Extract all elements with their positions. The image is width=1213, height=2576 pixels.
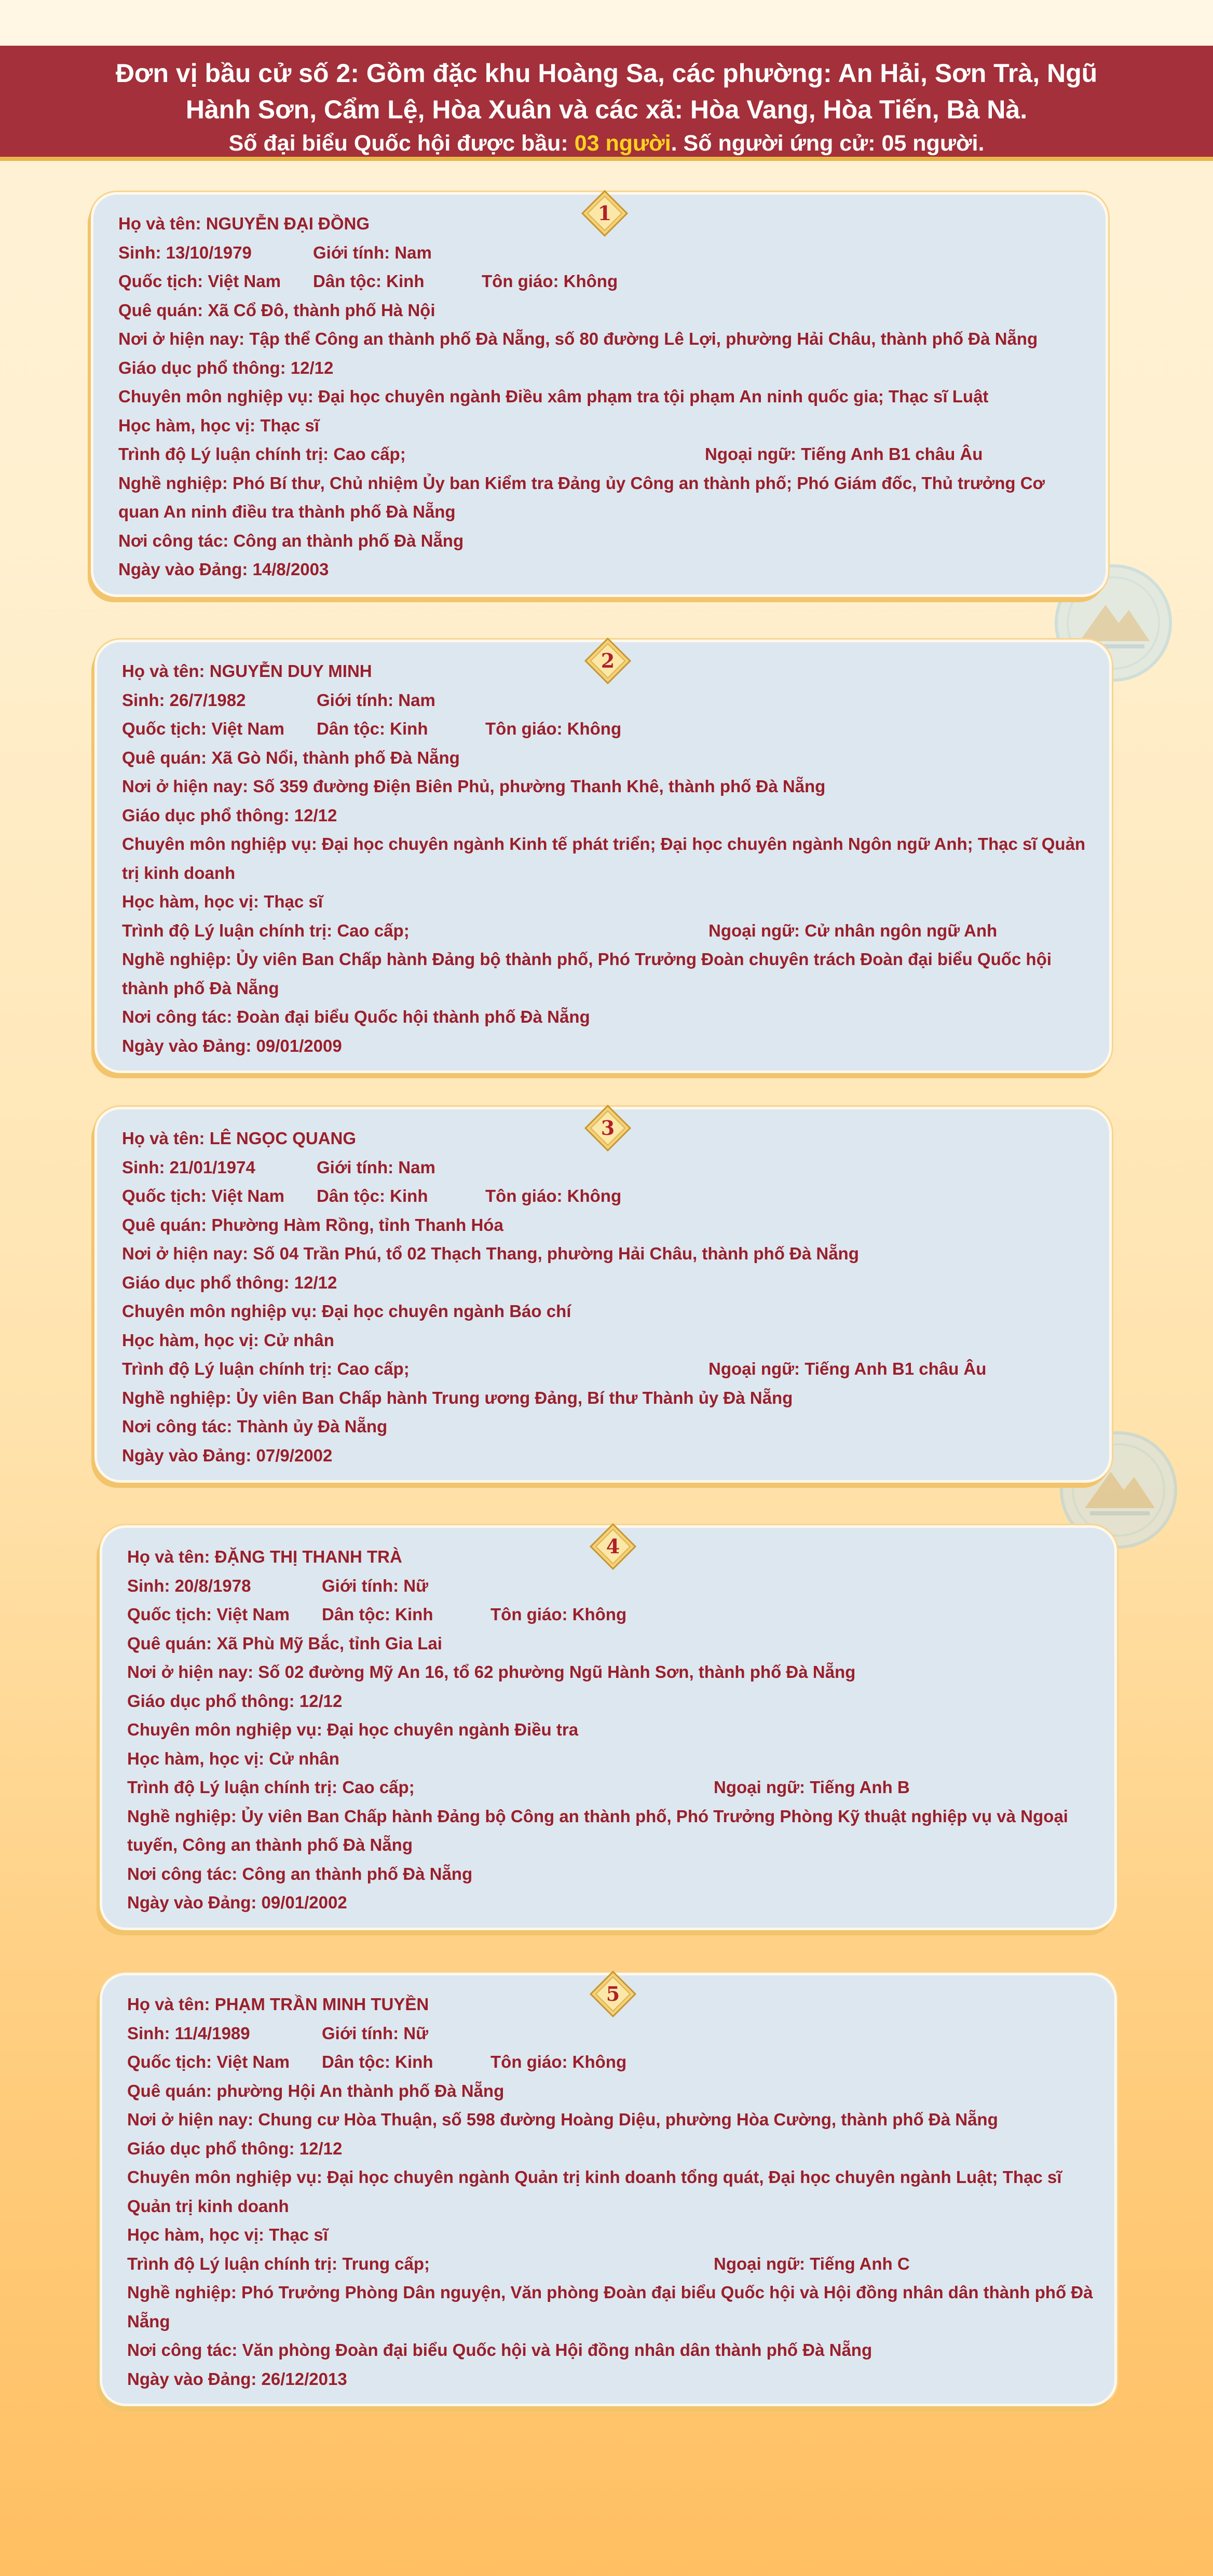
religion: Tôn giáo: Không [485,719,622,738]
specialty: Chuyên môn nghiệp vụ: Đại học chuyên ngành Quản trị kinh doanh tổng quát, Đại học chuyên ngành Luật; Thạc sĩ Quản trị kinh doanh [127,2167,1062,2216]
seats-count: 03 người [574,131,671,156]
occupation: Nghề nghiệp: Phó Trưởng Phòng Dân nguyện, Văn phòng Đoàn đại biểu Quốc hội và Hội đồng nhân dân thành phố Đà Nẵng [127,2283,1093,2331]
candidate-card [91,192,1108,597]
political-theory: Trình độ Lý luận chính trị: Cao cấp; [122,920,410,940]
workplace: Nơi công tác: Công an thành phố Đà Nẵng [127,1864,473,1883]
hometown: Quê quán: Xã Gò Nổi, thành phố Đà Nẵng [122,748,460,767]
subtitle-suffix: . Số người ứng cử: 05 người. [671,131,985,156]
number-badge-icon [590,1523,636,1570]
top-strip [0,0,1213,46]
badge-number: 5 [606,1982,620,2005]
party-join-date: Ngày vào Đảng: 09/01/2002 [127,1893,347,1912]
hometown: Quê quán: phường Hội An thành phố Đà Nẵng [127,2081,505,2100]
subtitle-prefix: Số đại biểu Quốc hội được bầu: [228,131,575,156]
page-title: Đơn vị bầu cử số 2: Gồm đặc khu Hoàng Sa, các phường: An Hải, Sơn Trà, Ngũ Hành Sơn, Cẩm Lệ, Hòa Xuân và các xã: Hòa Vang, Hòa Tiến, Bà Nà. [115,59,1098,124]
education: Giáo dục phổ thông: 12/12 [127,2138,343,2158]
candidate-card [94,1107,1112,1483]
specialty: Chuyên môn nghiệp vụ: Đại học chuyên ngành Báo chí [122,1301,571,1321]
badge-number: 4 [606,1535,620,1558]
party-join-date: Ngày vào Đảng: 14/8/2003 [118,560,329,579]
gender: Giới tính: Nam [313,242,432,262]
party-join-date: Ngày vào Đảng: 07/9/2002 [122,1445,333,1465]
gender: Giới tính: Nữ [322,2023,428,2043]
number-badge-icon [590,1971,636,2017]
ethnicity: Dân tộc: Kinh [317,719,428,738]
specialty: Chuyên môn nghiệp vụ: Đại học chuyên ngành Điều xâm phạm tra tội phạm An ninh quốc gia; Thạc sĩ Luật [118,387,989,406]
political-theory: Trình độ Lý luận chính trị: Cao cấp; [118,444,406,464]
hometown: Quê quán: Xã Phù Mỹ Bắc, tỉnh Gia Lai [127,1633,442,1653]
candidate-name: Họ và tên: ĐẶNG THỊ THANH TRÀ [127,1547,402,1566]
gender: Giới tính: Nam [317,1157,435,1177]
number-badge-icon [584,638,631,684]
education: Giáo dục phổ thông: 12/12 [122,1272,337,1292]
occupation: Nghề nghiệp: Ủy viên Ban Chấp hành Đảng bộ Công an thành phố, Phó Trưởng Phòng Kỹ thuật nghiệp vụ và Ngoại tuyến, Công an thành phố Đà Nẵng [127,1806,1068,1854]
workplace: Nơi công tác: Thành ủy Đà Nẵng [122,1417,388,1436]
religion: Tôn giáo: Không [490,1605,627,1624]
residence: Nơi ở hiện nay: Số 02 đường Mỹ An 16, tổ 62 phường Ngũ Hành Sơn, thành phố Đà Nẵng [127,1662,856,1682]
candidate-name: Họ và tên: LÊ NGỌC QUANG [122,1129,357,1148]
birth-date: Sinh: 11/4/1989 [127,2023,250,2043]
academic-degree: Học hàm, học vị: Cử nhân [127,1748,339,1768]
residence: Nơi ở hiện nay: Số 359 đường Điện Biên Phủ, phường Thanh Khê, thành phố Đà Nẵng [122,777,826,796]
ethnicity: Dân tộc: Kinh [322,1605,433,1624]
nationality: Quốc tịch: Việt Nam [122,719,284,738]
residence: Nơi ở hiện nay: Tập thể Công an thành phố Đà Nẵng, số 80 đường Lê Lợi, phường Hải Châu, thành phố Đà Nẵng [118,329,1038,348]
education: Giáo dục phổ thông: 12/12 [118,358,334,377]
birth-date: Sinh: 20/8/1978 [127,1576,251,1595]
nationality: Quốc tịch: Việt Nam [122,1186,284,1205]
candidate-card [100,1525,1117,1930]
number-badge-icon [581,190,628,237]
specialty: Chuyên môn nghiệp vụ: Đại học chuyên ngành Kinh tế phát triển; Đại học chuyên ngành Ngôn ngữ Anh; Thạc sĩ Quản trị kinh doanh [122,834,1086,883]
academic-degree: Học hàm, học vị: Cử nhân [122,1330,334,1350]
occupation: Nghề nghiệp: Phó Bí thư, Chủ nhiệm Ủy ban Kiểm tra Đảng ủy Công an thành phố; Phó Giám đốc, Thủ trưởng Cơ quan An ninh điều tra thành phố Đà Nẵng [118,473,1045,521]
birth-date: Sinh: 21/01/1974 [122,1157,255,1177]
workplace: Nơi công tác: Công an thành phố Đà Nẵng [118,531,464,550]
academic-degree: Học hàm, học vị: Thạc sĩ [122,892,323,911]
candidate-card [100,1973,1117,2406]
foreign-language: Ngoại ngữ: Tiếng Anh B1 châu Âu [708,1359,987,1378]
badge-number: 2 [601,649,615,672]
foreign-language: Ngoại ngữ: Tiếng Anh C [714,2254,910,2273]
number-badge-icon [584,1105,631,1151]
header-banner [0,46,1213,161]
candidate-name: Họ và tên: NGUYỄN ĐẠI ĐỒNG [118,214,370,233]
workplace: Nơi công tác: Văn phòng Đoàn đại biểu Quốc hội và Hội đồng nhân dân thành phố Đà Nẵng [127,2340,873,2360]
ethnicity: Dân tộc: Kinh [313,272,425,291]
political-theory: Trình độ Lý luận chính trị: Trung cấp; [127,2254,430,2273]
party-join-date: Ngày vào Đảng: 09/01/2009 [122,1036,342,1055]
residence: Nơi ở hiện nay: Số 04 Trần Phú, tổ 02 Thạch Thang, phường Hải Châu, thành phố Đà Nẵng [122,1244,859,1263]
gender: Giới tính: Nam [317,690,435,710]
education: Giáo dục phổ thông: 12/12 [122,805,337,825]
badge-number: 1 [597,201,612,225]
hometown: Quê quán: Phường Hàm Rồng, tỉnh Thanh Hóa [122,1215,503,1235]
academic-degree: Học hàm, học vị: Thạc sĩ [118,415,319,435]
education: Giáo dục phổ thông: 12/12 [127,1691,343,1711]
nationality: Quốc tịch: Việt Nam [127,2052,290,2071]
foreign-language: Ngoại ngữ: Tiếng Anh B1 châu Âu [705,444,983,464]
religion: Tôn giáo: Không [490,2052,627,2071]
residence: Nơi ở hiện nay: Chung cư Hòa Thuận, số 598 đường Hoàng Diệu, phường Hòa Cường, thành phố Đà Nẵng [127,2110,998,2129]
specialty: Chuyên môn nghiệp vụ: Đại học chuyên ngành Điều tra [127,1720,579,1739]
badge-number: 3 [601,1116,615,1140]
birth-date: Sinh: 26/7/1982 [122,690,246,710]
birth-date: Sinh: 13/10/1979 [118,242,252,262]
ethnicity: Dân tộc: Kinh [317,1186,428,1205]
political-theory: Trình độ Lý luận chính trị: Cao cấp; [122,1359,410,1378]
occupation: Nghề nghiệp: Ủy viên Ban Chấp hành Đảng bộ thành phố, Phó Trưởng Đoàn chuyên trách Đoàn đại biểu Quốc hội thành phố Đà Nẵng [122,950,1052,998]
occupation: Nghề nghiệp: Ủy viên Ban Chấp hành Trung ương Đảng, Bí thư Thành ủy Đà Nẵng [122,1388,793,1407]
candidate-name: Họ và tên: NGUYỄN DUY MINH [122,661,372,681]
political-theory: Trình độ Lý luận chính trị: Cao cấp; [127,1778,415,1797]
nationality: Quốc tịch: Việt Nam [127,1605,290,1624]
workplace: Nơi công tác: Đoàn đại biểu Quốc hội thành phố Đà Nẵng [122,1007,590,1026]
ethnicity: Dân tộc: Kinh [322,2052,433,2071]
candidate-name: Họ và tên: PHẠM TRẦN MINH TUYỀN [127,1995,429,2014]
nationality: Quốc tịch: Việt Nam [118,272,281,291]
religion: Tôn giáo: Không [485,1186,622,1205]
hometown: Quê quán: Xã Cổ Đô, thành phố Hà Nội [118,300,435,320]
candidate-card [94,640,1112,1073]
page-subtitle [0,129,1213,158]
foreign-language: Ngoại ngữ: Cử nhân ngôn ngữ Anh [708,920,998,940]
gender: Giới tính: Nữ [322,1576,428,1595]
religion: Tôn giáo: Không [482,272,618,291]
foreign-language: Ngoại ngữ: Tiếng Anh B [714,1778,910,1797]
party-join-date: Ngày vào Đảng: 26/12/2013 [127,2369,347,2389]
academic-degree: Học hàm, học vị: Thạc sĩ [127,2225,328,2244]
